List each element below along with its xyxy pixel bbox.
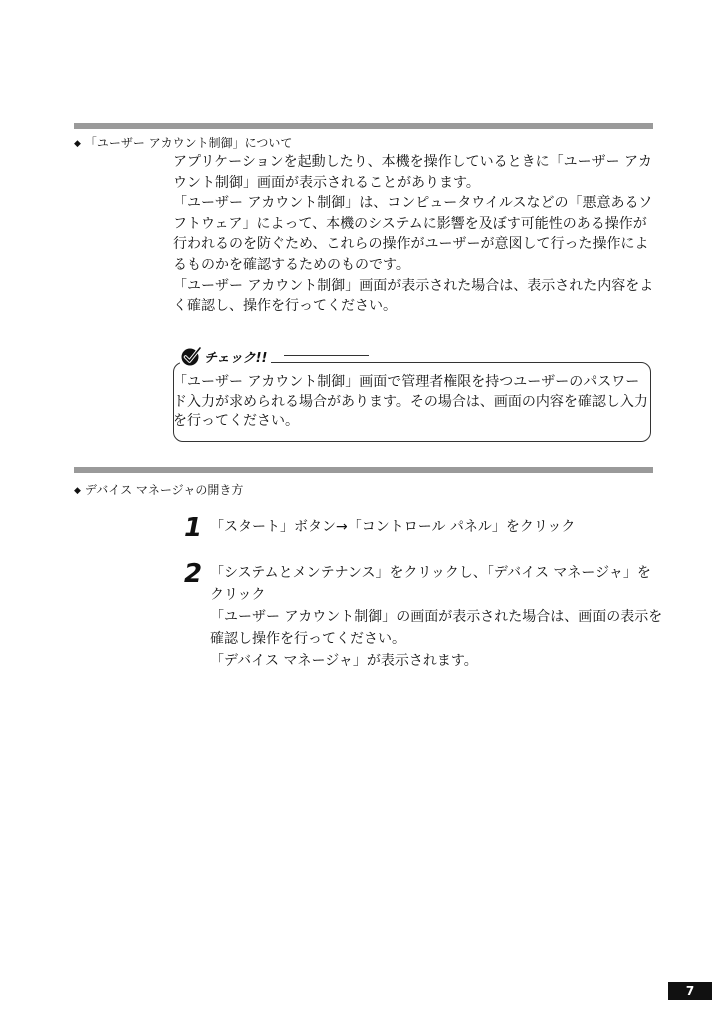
check-note-rule [284,355,369,356]
check-note-label [180,344,271,368]
paragraph: アプリケーションを起動したり、本機を操作しているときに「ユーザー アカウント制御」画面が表示されることがあります。 [173,154,652,191]
step-body [210,516,664,538]
diamond-bullet-icon: ◆ [74,139,81,149]
section-heading-device-manager [74,482,243,499]
step-number: 1 [184,513,203,543]
step-text: 「スタート」ボタン→「コントロール パネル」をクリック [210,519,576,535]
uac-description [173,152,659,317]
paragraph: 「ユーザー アカウント制御」は、コンピュータウイルスなどの「悪意あるソフトウェア」によって、本機のシステムに影響を及ぼす可能性のある操作が行われるのを防ぐため、これらの操作がユーザーが意図して行った操作によるものかを確認するためのものです。 [173,195,653,273]
section-divider [74,123,653,129]
step-note: 「ユーザー アカウント制御」の画面が表示された場合は、画面の表示を確認し操作を行ってください。 [210,609,663,647]
paragraph: 「ユーザー アカウント制御」画面が表示された場合は、表示された内容をよく確認し、操作を行ってください。 [173,277,654,315]
section-title: 「ユーザー アカウント制御」について [84,136,293,150]
step-2 [184,559,664,672]
diamond-bullet-icon: ◆ [74,486,81,496]
step-body [210,562,664,672]
checkmark-icon [180,345,202,367]
step-1 [184,513,664,543]
section-divider [74,467,653,473]
check-note-text: 「ユーザー アカウント制御」画面で管理者権限を持つユーザーのパスワード入力が求められる場合があります。その場合は、画面の内容を確認し入力を行ってください。 [173,374,648,429]
page-number: 7 [668,982,712,1000]
check-label-text: チェック!! [204,350,268,366]
step-result: 「デバイス マネージャ」が表示されます。 [210,653,478,669]
step-text: 「システムとメンテナンス」をクリックし、「デバイス マネージャ」をクリック [210,565,651,603]
section-title: デバイス マネージャの開き方 [84,483,244,497]
section-heading-uac [74,135,292,152]
step-number: 2 [184,559,203,589]
